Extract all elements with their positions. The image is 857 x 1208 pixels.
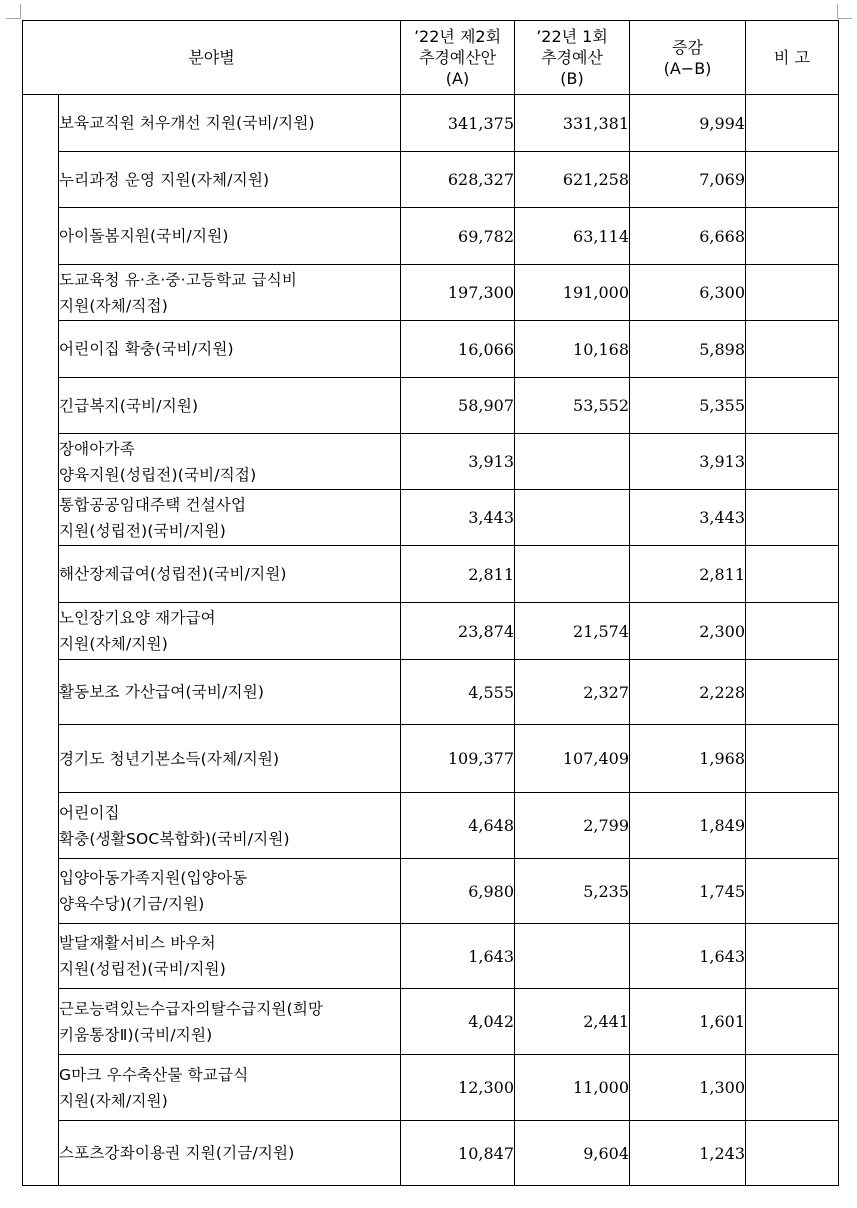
amount-a-cell: 4,042 xyxy=(401,989,515,1055)
amount-b-cell: 10,168 xyxy=(515,321,630,378)
amount-a-cell: 4,555 xyxy=(401,660,515,725)
amount-a-cell: 69,782 xyxy=(401,208,515,265)
note-cell xyxy=(746,660,839,725)
item-name-line: 입양아동가족지원(입양아동 xyxy=(59,869,248,887)
item-name-line: 긴급복지(국비/지원) xyxy=(59,396,199,415)
amount-b-cell xyxy=(515,490,630,546)
difference-cell: 2,300 xyxy=(630,603,746,660)
item-name-line: 노인장기요양 재가급여 xyxy=(59,609,216,627)
table-row xyxy=(23,546,839,603)
difference-cell: 6,300 xyxy=(630,265,746,321)
difference-cell: 1,643 xyxy=(630,924,746,989)
amount-b-cell: 621,258 xyxy=(515,152,630,208)
table-row xyxy=(23,434,839,490)
item-name xyxy=(59,660,401,725)
item-name xyxy=(59,924,401,989)
item-name-line: 경기도 청년기본소득(자체/지원) xyxy=(59,749,280,768)
amount-b-cell: 53,552 xyxy=(515,378,630,434)
table-body xyxy=(23,95,839,1186)
table-row xyxy=(23,378,839,434)
item-name xyxy=(59,152,401,208)
header-amount-b-line3: (B) xyxy=(560,69,584,88)
item-name-line: 어린이집 확충(국비/지원) xyxy=(59,340,234,358)
table-row xyxy=(23,989,839,1055)
amount-a-cell: 2,811 xyxy=(401,546,515,603)
amount-b-cell: 5,235 xyxy=(515,859,630,924)
note-cell xyxy=(746,490,839,546)
difference-cell: 1,601 xyxy=(630,989,746,1055)
difference-cell: 1,849 xyxy=(630,793,746,859)
table-row xyxy=(23,265,839,321)
item-name-line: 근로능력있는수급자의탈수급지원(희망 xyxy=(59,999,324,1018)
category-indent-cell xyxy=(23,95,59,1186)
table-row xyxy=(23,660,839,725)
item-name xyxy=(59,603,401,660)
item-name xyxy=(59,859,401,924)
difference-cell: 1,243 xyxy=(630,1121,746,1186)
note-cell xyxy=(746,1121,839,1186)
item-name-line: 어린이집 xyxy=(59,803,120,822)
header-amount-b-line1: ’22년 1회 xyxy=(536,27,608,46)
amount-b-cell: 2,327 xyxy=(515,660,630,725)
note-cell xyxy=(746,1055,839,1121)
amount-b-cell: 331,381 xyxy=(515,95,630,152)
page-corner-mark-right xyxy=(837,4,852,19)
amount-b-cell: 2,799 xyxy=(515,793,630,859)
header-note-label: 비 고 xyxy=(774,48,810,67)
amount-a-cell: 197,300 xyxy=(401,265,515,321)
header-field xyxy=(23,21,401,95)
item-name-line: 키움통장Ⅱ)(국비/지원) xyxy=(59,1025,213,1044)
item-name-line: 지원(자체/직접) xyxy=(59,296,168,315)
note-cell xyxy=(746,208,839,265)
table-row xyxy=(23,95,839,152)
amount-a-cell: 628,327 xyxy=(401,152,515,208)
header-amount-a-line1: ’22년 제2회 xyxy=(413,27,502,46)
amount-b-cell: 191,000 xyxy=(515,265,630,321)
difference-cell: 3,443 xyxy=(630,490,746,546)
amount-a-cell: 3,443 xyxy=(401,490,515,546)
note-cell xyxy=(746,546,839,603)
table-row xyxy=(23,321,839,378)
item-name xyxy=(59,1055,401,1121)
amount-b-cell xyxy=(515,546,630,603)
note-cell xyxy=(746,152,839,208)
amount-b-cell xyxy=(515,434,630,490)
amount-a-cell: 12,300 xyxy=(401,1055,515,1121)
note-cell xyxy=(746,859,839,924)
item-name-line: 해산장제급여(성립전)(국비/지원) xyxy=(59,565,287,583)
item-name-line: 양육수당)(기금/지원) xyxy=(59,895,205,913)
header-field-label: 분야별 xyxy=(188,48,235,67)
note-cell xyxy=(746,793,839,859)
item-name xyxy=(59,793,401,859)
difference-cell: 9,994 xyxy=(630,95,746,152)
amount-b-cell: 107,409 xyxy=(515,725,630,793)
item-name-line: 통합공공임대주택 건설사업 xyxy=(59,495,247,514)
amount-b-cell: 9,604 xyxy=(515,1121,630,1186)
note-cell xyxy=(746,434,839,490)
page-corner-mark-left xyxy=(6,4,21,19)
difference-cell: 7,069 xyxy=(630,152,746,208)
amount-b-cell: 2,441 xyxy=(515,989,630,1055)
difference-cell: 2,228 xyxy=(630,660,746,725)
difference-cell: 5,898 xyxy=(630,321,746,378)
table-row xyxy=(23,152,839,208)
item-name-line: 스포츠강좌이용권 지원(기금/지원) xyxy=(59,1144,295,1162)
item-name xyxy=(59,208,401,265)
item-name-line: G마크 우수축산물 학교급식 xyxy=(59,1065,249,1084)
table-row xyxy=(23,725,839,793)
header-amount-b-line2: 추경예산 xyxy=(541,48,603,67)
amount-a-cell: 58,907 xyxy=(401,378,515,434)
header-amount-a-line3: (A) xyxy=(445,69,470,88)
header-difference-line2: (A−B) xyxy=(663,58,712,78)
header-amount-a xyxy=(401,21,515,95)
item-name-line: 지원(자체/지원) xyxy=(59,635,168,653)
table-row xyxy=(23,1121,839,1186)
amount-a-cell: 109,377 xyxy=(401,725,515,793)
amount-a-cell: 6,980 xyxy=(401,859,515,924)
item-name xyxy=(59,434,401,490)
item-name-line: 지원(자체/지원) xyxy=(59,1091,168,1110)
difference-cell: 6,668 xyxy=(630,208,746,265)
header-note xyxy=(746,21,839,95)
amount-a-cell: 1,643 xyxy=(401,924,515,989)
difference-cell: 1,968 xyxy=(630,725,746,793)
difference-cell: 3,913 xyxy=(630,434,746,490)
table-row xyxy=(23,603,839,660)
note-cell xyxy=(746,725,839,793)
amount-a-cell: 10,847 xyxy=(401,1121,515,1186)
amount-a-cell: 4,648 xyxy=(401,793,515,859)
item-name-line: 지원(성립전)(국비/지원) xyxy=(59,521,226,540)
item-name-line: 확충(생활SOC복합화)(국비/지원) xyxy=(59,829,290,848)
item-name xyxy=(59,321,401,378)
amount-b-cell: 11,000 xyxy=(515,1055,630,1121)
note-cell xyxy=(746,265,839,321)
table-row xyxy=(23,924,839,989)
header-amount-b xyxy=(515,21,630,95)
table-row xyxy=(23,859,839,924)
amount-b-cell: 63,114 xyxy=(515,208,630,265)
note-cell xyxy=(746,95,839,152)
difference-cell: 2,811 xyxy=(630,546,746,603)
item-name-line: 지원(성립전)(국비/지원) xyxy=(59,960,226,978)
item-name-line: 보육교직원 처우개선 지원(국비/지원) xyxy=(59,114,315,132)
amount-a-cell: 341,375 xyxy=(401,95,515,152)
item-name xyxy=(59,546,401,603)
item-name xyxy=(59,95,401,152)
item-name-line: 장애아가족 xyxy=(59,439,135,458)
table-row xyxy=(23,793,839,859)
header-difference xyxy=(630,21,746,95)
header-difference-line1: 증감 xyxy=(672,37,703,57)
note-cell xyxy=(746,924,839,989)
item-name-line: 누리과정 운영 지원(자체/지원) xyxy=(59,170,270,189)
amount-a-cell: 16,066 xyxy=(401,321,515,378)
item-name xyxy=(59,725,401,793)
difference-cell: 1,300 xyxy=(630,1055,746,1121)
difference-cell: 1,745 xyxy=(630,859,746,924)
item-name-line: 양육지원(성립전)(국비/직접) xyxy=(59,465,257,484)
table-row xyxy=(23,1055,839,1121)
item-name xyxy=(59,1121,401,1186)
item-name-line: 도교육청 유·초·중·고등학교 급식비 xyxy=(59,270,298,289)
note-cell xyxy=(746,603,839,660)
table-row xyxy=(23,490,839,546)
difference-cell: 5,355 xyxy=(630,378,746,434)
amount-b-cell xyxy=(515,924,630,989)
note-cell xyxy=(746,321,839,378)
item-name xyxy=(59,490,401,546)
note-cell xyxy=(746,989,839,1055)
amount-a-cell: 23,874 xyxy=(401,603,515,660)
note-cell xyxy=(746,378,839,434)
item-name-line: 발달재활서비스 바우처 xyxy=(59,934,216,952)
item-name xyxy=(59,989,401,1055)
budget-table xyxy=(22,20,839,1186)
header-amount-a-line2: 추경예산안 xyxy=(418,48,497,67)
item-name xyxy=(59,378,401,434)
item-name-line: 아이돌봄지원(국비/지원) xyxy=(59,227,229,245)
header-row xyxy=(23,21,839,95)
amount-a-cell: 3,913 xyxy=(401,434,515,490)
amount-b-cell: 21,574 xyxy=(515,603,630,660)
table-row xyxy=(23,208,839,265)
item-name xyxy=(59,265,401,321)
item-name-line: 활동보조 가산급여(국비/지원) xyxy=(59,683,265,701)
